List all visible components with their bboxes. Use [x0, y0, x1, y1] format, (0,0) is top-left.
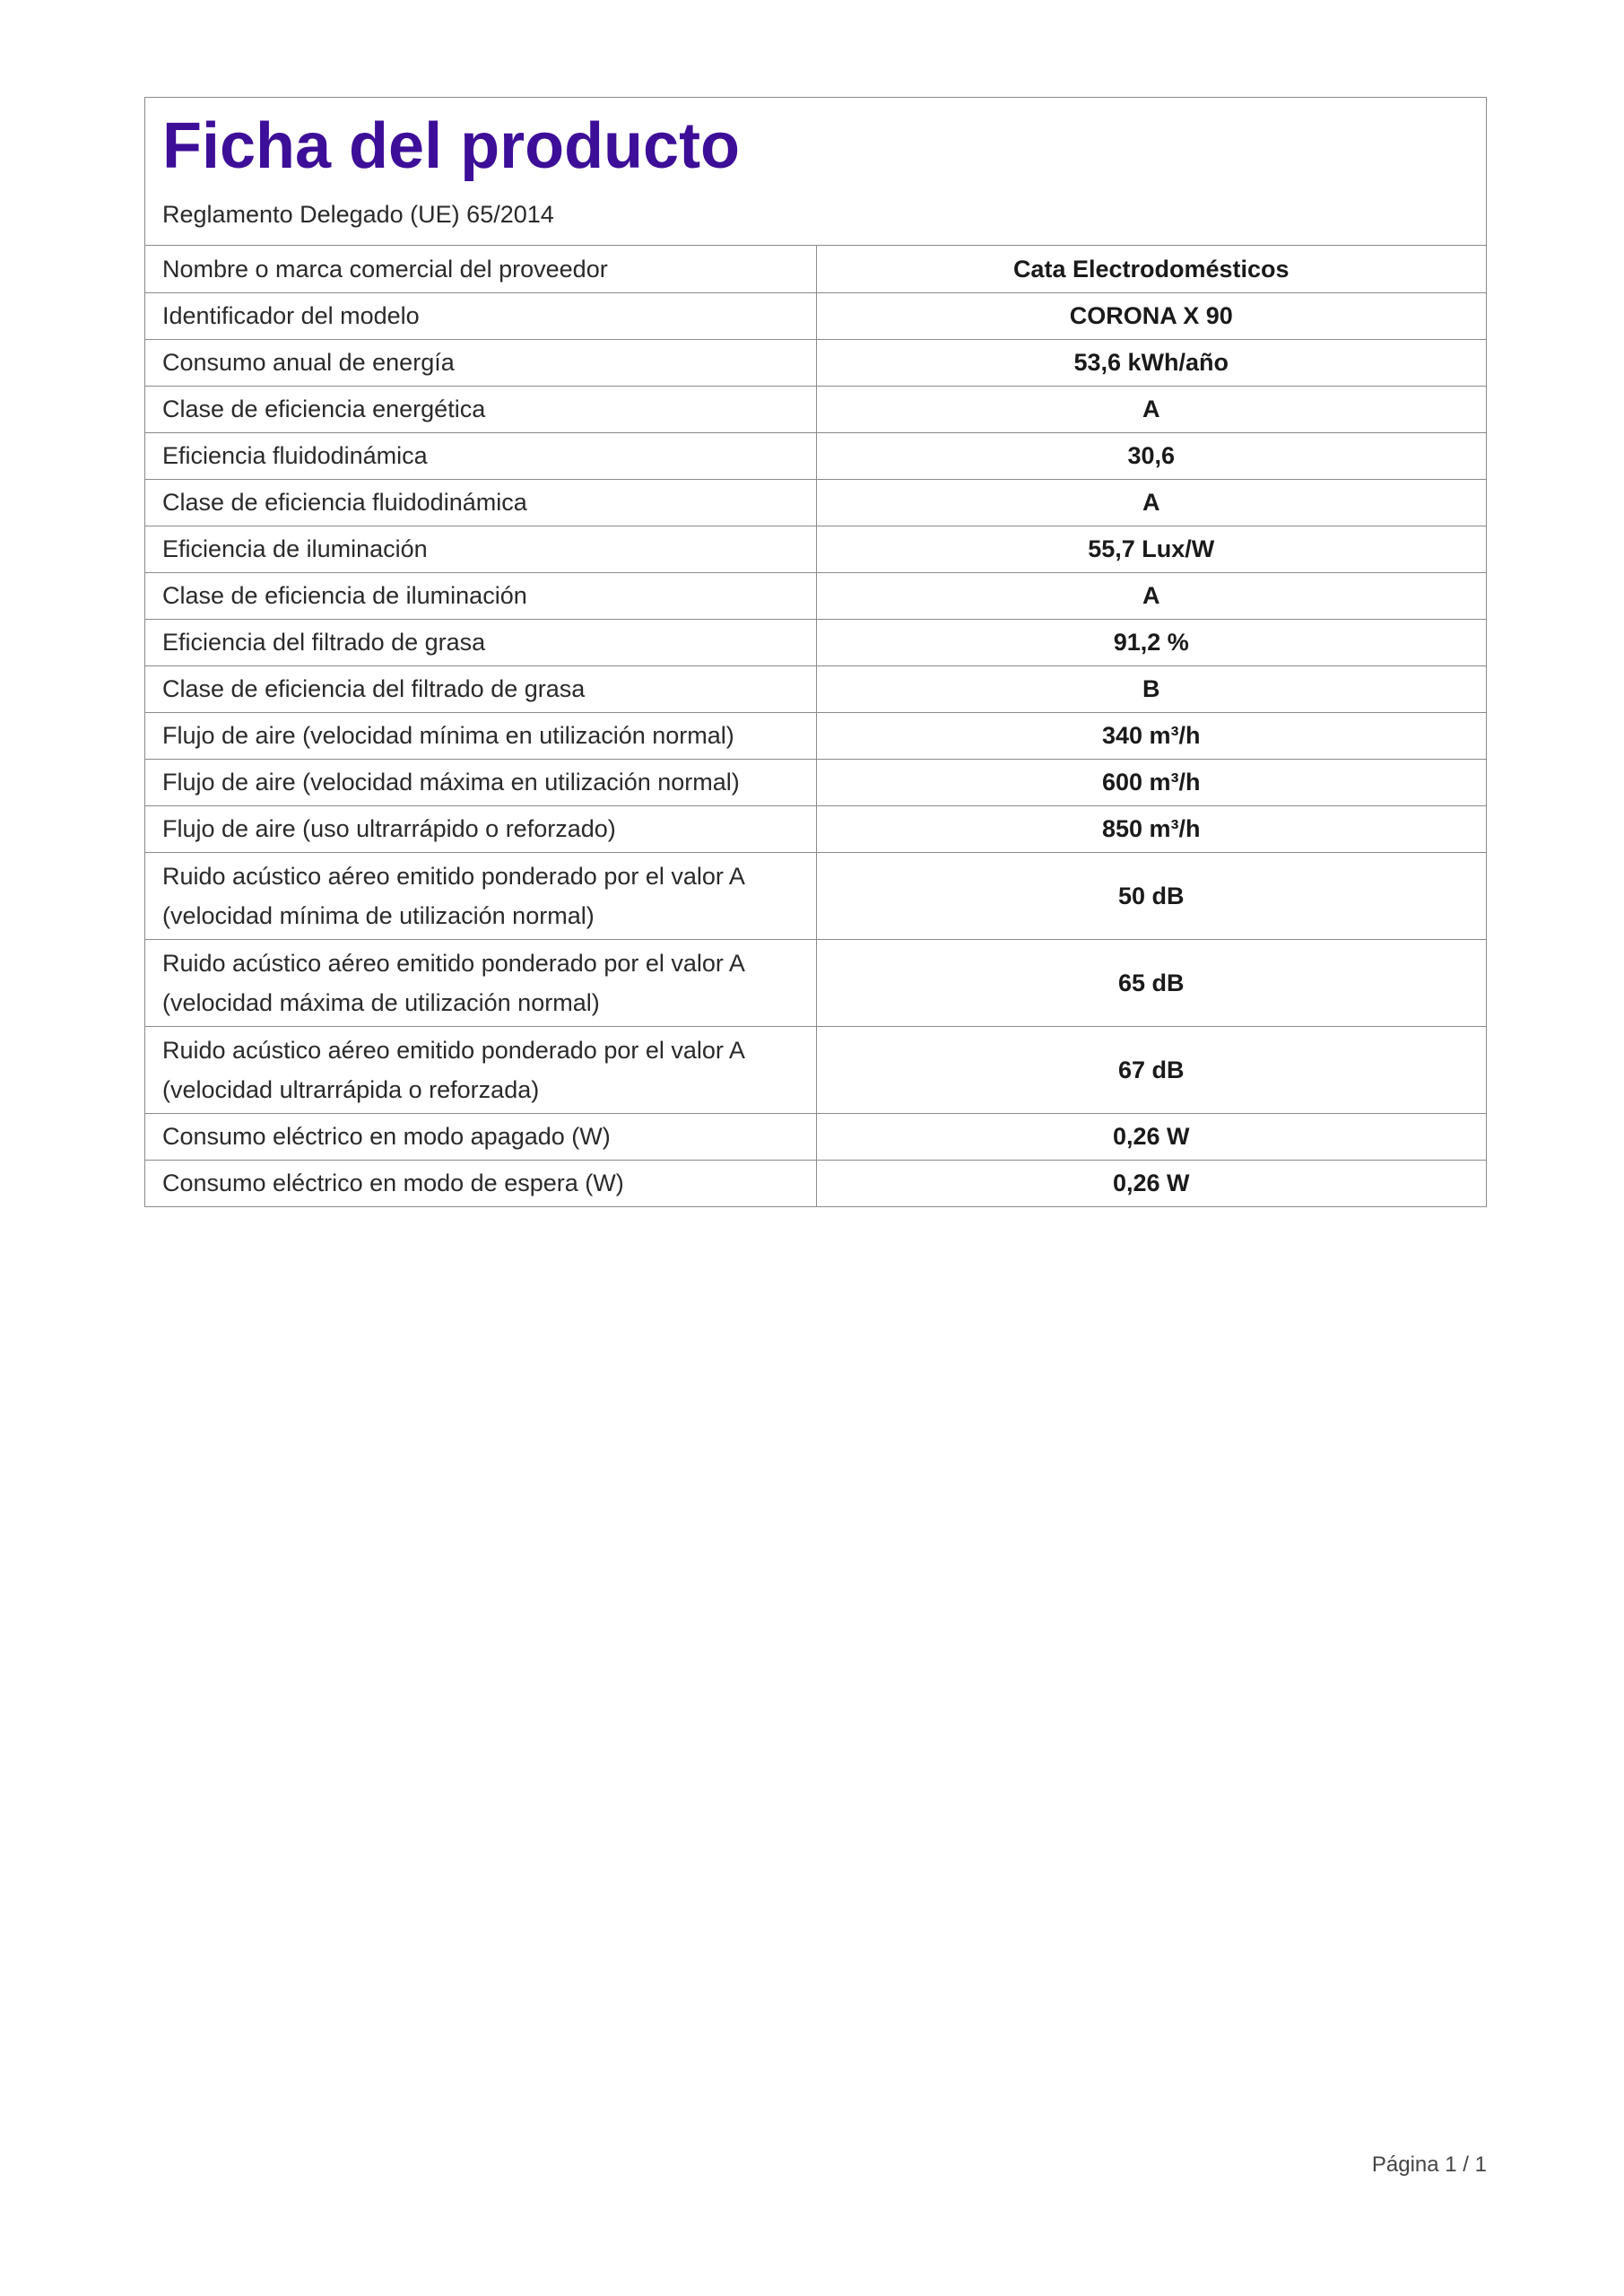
- row-label-line: Ruido acústico aéreo emitido ponderado por el valor A: [162, 1036, 745, 1064]
- table-row: [145, 526, 1486, 572]
- row-label: [145, 1026, 816, 1113]
- table-row: [145, 712, 1486, 759]
- row-value: 850 m³/h: [816, 805, 1486, 852]
- table-row: [145, 432, 1486, 479]
- row-label-line: Ruido acústico aéreo emitido ponderado por el valor A: [162, 862, 745, 890]
- table-row: [145, 805, 1486, 852]
- table-row: [145, 1026, 1486, 1113]
- row-label: Clase de eficiencia fluidodinámica: [145, 479, 816, 526]
- row-value: 67 dB: [816, 1026, 1486, 1113]
- table-row: [145, 665, 1486, 712]
- row-label: Eficiencia fluidodinámica: [145, 432, 816, 479]
- row-label-line: (velocidad máxima de utilización normal): [162, 988, 600, 1016]
- table-row: [145, 1160, 1486, 1206]
- row-label-line: (velocidad ultrarrápida o reforzada): [162, 1075, 540, 1103]
- sheet-header: [145, 98, 1486, 246]
- row-value: 65 dB: [816, 939, 1486, 1026]
- page-number: Página 1 / 1: [1371, 2152, 1487, 2177]
- row-value: 30,6: [816, 432, 1486, 479]
- row-value: 53,6 kWh/año: [816, 339, 1486, 386]
- table-row: [145, 479, 1486, 526]
- row-label: Flujo de aire (velocidad mínima en utilización normal): [145, 712, 816, 759]
- row-label: Clase de eficiencia de iluminación: [145, 572, 816, 619]
- row-value: 50 dB: [816, 852, 1486, 939]
- row-label: Flujo de aire (velocidad máxima en utilización normal): [145, 759, 816, 805]
- row-label: Clase de eficiencia energética: [145, 386, 816, 432]
- table-row: [145, 1113, 1486, 1160]
- row-label: Eficiencia de iluminación: [145, 526, 816, 572]
- row-value: Cata Electrodomésticos: [1012, 255, 1290, 283]
- row-value: 600 m³/h: [816, 759, 1486, 805]
- regulation-subtitle: Reglamento Delegado (UE) 65/2014: [162, 201, 554, 228]
- table-row: [145, 852, 1486, 939]
- product-data-table: [145, 246, 1486, 1206]
- table-row: [145, 339, 1486, 386]
- row-label: Eficiencia del filtrado de grasa: [145, 619, 816, 665]
- row-value: 0,26 W: [816, 1160, 1486, 1206]
- table-row: [145, 386, 1486, 432]
- table-row: [145, 292, 1486, 339]
- row-label: Nombre o marca comercial del proveedor: [145, 246, 816, 292]
- row-value: 55,7 Lux/W: [816, 526, 1486, 572]
- row-label: Consumo anual de energía: [145, 339, 816, 386]
- row-value: 91,2 %: [816, 619, 1486, 665]
- row-label: Consumo eléctrico en modo de espera (W): [145, 1160, 816, 1206]
- row-value: A: [816, 386, 1486, 432]
- row-label: Clase de eficiencia del filtrado de grasa: [145, 665, 816, 712]
- row-label: Flujo de aire (uso ultrarrápido o reforzado): [145, 805, 816, 852]
- table-row: [145, 572, 1486, 619]
- table-row: [145, 759, 1486, 805]
- table-row: [145, 619, 1486, 665]
- product-sheet: [144, 97, 1487, 1207]
- row-value: B: [816, 665, 1486, 712]
- row-value: A: [816, 572, 1486, 619]
- row-label-line: (velocidad mínima de utilización normal): [162, 901, 595, 929]
- page-title: Ficha del producto: [162, 110, 741, 182]
- table-row: [145, 246, 1486, 292]
- row-value: 0,26 W: [816, 1113, 1486, 1160]
- row-label: Consumo eléctrico en modo apagado (W): [145, 1113, 816, 1160]
- row-label: [145, 939, 816, 1026]
- row-value: A: [816, 479, 1486, 526]
- row-value: CORONA X 90: [816, 292, 1486, 339]
- row-label: [145, 852, 816, 939]
- row-label-line: Ruido acústico aéreo emitido ponderado por el valor A: [162, 949, 745, 977]
- table-row: [145, 939, 1486, 1026]
- row-label: Identificador del modelo: [145, 292, 816, 339]
- row-value: 340 m³/h: [816, 712, 1486, 759]
